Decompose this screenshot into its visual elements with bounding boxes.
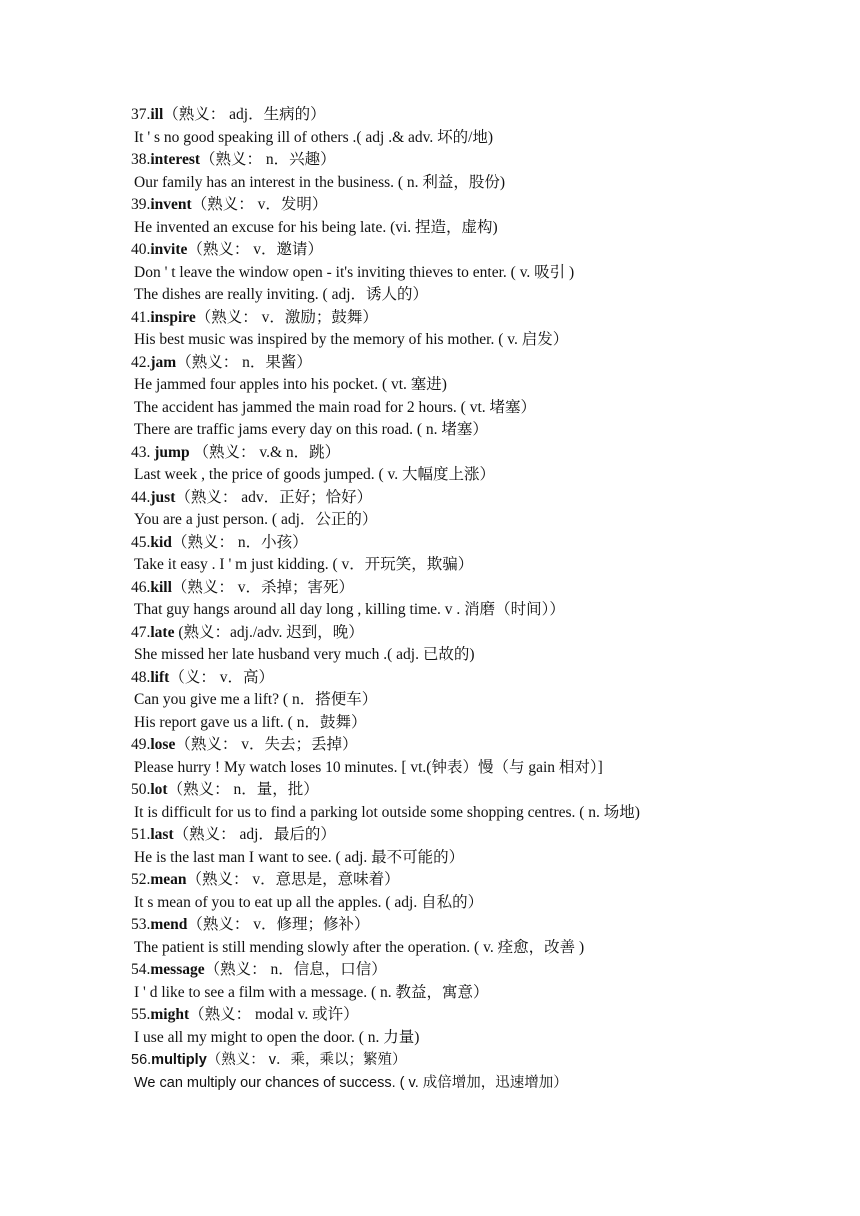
entry-word: kill [150, 578, 172, 596]
entry-heading [131, 959, 831, 982]
entry-heading [131, 914, 831, 937]
example-sentence: The dishes are really inviting. ( adj．诱人的） [134, 286, 429, 303]
entry-word: just [150, 488, 176, 506]
entry-gloss: （熟义： n．小孩） [171, 533, 308, 551]
entry-heading [131, 532, 831, 555]
example-sentence: We can multiply our chances of success. ( v. 成倍增加，迅速增加） [134, 1074, 568, 1091]
entry-word: multiply [151, 1052, 207, 1068]
example-sentence: Last week , the price of goods jumped. ( v. 大幅度上涨） [134, 466, 496, 483]
entry-number: 56. [131, 1052, 152, 1068]
entry-heading [131, 149, 831, 172]
entry-gloss: （义： v．高） [169, 668, 274, 686]
example-sentence: His report gave us a lift. ( n．鼓舞） [134, 713, 367, 731]
example-sentence: It s mean of you to eat up all the apples. ( adj. 自私的） [134, 893, 484, 911]
entry-heading [131, 577, 831, 600]
entry-word: mend [150, 916, 188, 933]
entry-gloss: (熟义：adj./adv. 迟到，晚） [174, 623, 364, 641]
entry-number: 48. [131, 668, 151, 686]
example-sentence: His best music was inspired by the memory of his mother. ( v. 启发） [134, 331, 569, 348]
entry-word: last [150, 826, 174, 843]
example-sentence: He invented an excuse for his being late. (vi. 捏造，虚构) [134, 218, 498, 236]
vocabulary-list [131, 104, 831, 1094]
example-sentence: Don ' t leave the window open - it's inviting thieves to enter. ( v. 吸引 ) [134, 263, 575, 281]
entry-heading [131, 352, 831, 375]
entry-heading [131, 307, 831, 330]
entry-gloss: （熟义： modal v. 或许） [189, 1006, 359, 1023]
entry-word: jam [150, 353, 177, 371]
entry-number: 38. [131, 151, 151, 168]
entry-heading [131, 1049, 831, 1072]
entry-number: 50. [131, 781, 151, 798]
entry-gloss: （熟义： v．邀请） [187, 241, 324, 258]
entry-heading [131, 487, 831, 510]
example-sentence: I use all my might to open the door. ( n. 力量) [134, 1028, 420, 1046]
entry-word: mean [150, 871, 187, 888]
entry-word: lift [150, 668, 170, 686]
entry-word: jump [154, 443, 190, 461]
entry-gloss: （熟义： adv．正好；恰好） [175, 488, 373, 506]
example-sentence: She missed her late husband very much .( adj. 已故的) [134, 646, 475, 663]
example-sentence: It is difficult for us to find a parking lot outside some shopping centres. ( n. 场地) [134, 803, 640, 821]
entry-word: lose [150, 736, 176, 753]
entry-word: lot [150, 781, 168, 798]
entry-heading [131, 442, 831, 465]
entry-gloss: （熟义： adj．最后的） [173, 826, 336, 843]
example-sentence: He is the last man I want to see. ( adj. 最不可能的） [134, 848, 465, 866]
example-sentence: There are traffic jams every day on this road. ( n. 堵塞） [134, 421, 488, 438]
entry-heading [131, 622, 831, 645]
entry-heading [131, 667, 831, 690]
entry-word: late [150, 623, 175, 641]
entry-gloss: （熟义： v．修理；修补） [187, 916, 370, 933]
entry-number: 53. [131, 916, 151, 933]
entry-number: 49. [131, 736, 151, 753]
example-sentence: The accident has jammed the main road for 2 hours. ( vt. 堵塞） [134, 398, 537, 416]
entry-gloss: （熟义： n．兴趣） [200, 151, 336, 168]
example-sentence: Take it easy . I ' m just kidding. ( v．开玩笑，欺骗） [134, 556, 474, 573]
entry-number: 39. [131, 196, 151, 213]
example-sentence: Please hurry ! My watch loses 10 minutes. [ vt.(钟表）慢（与 gain 相对）] [134, 758, 603, 776]
entry-word: interest [150, 151, 201, 168]
example-sentence: Can you give me a lift? ( n．搭便车） [134, 691, 378, 708]
entry-heading [131, 1004, 831, 1027]
entry-number: 40. [131, 241, 151, 258]
example-sentence: You are a just person. ( adj．公正的） [134, 511, 378, 528]
entry-number: 44. [131, 488, 151, 506]
entry-word: invite [150, 241, 188, 258]
entry-gloss: （熟义： n．信息，口信） [204, 961, 387, 978]
entry-gloss: （熟义： n．果酱） [176, 353, 312, 371]
entry-heading [131, 104, 831, 127]
entry-number: 37. [131, 106, 151, 123]
example-sentence: Our family has an interest in the business. ( n. 利益，股份) [134, 173, 506, 191]
entry-number: 55. [131, 1006, 151, 1023]
entry-number: 42. [131, 353, 151, 371]
entry-word: ill [150, 106, 164, 123]
entry-gloss: （熟义： n．量，批） [167, 781, 319, 798]
entry-heading [131, 734, 831, 757]
entry-gloss: （熟义： v.& n．跳） [189, 443, 341, 461]
example-sentence: I ' d like to see a film with a message. ( n. 教益，寓意） [134, 983, 489, 1001]
entry-word: kid [150, 533, 172, 551]
example-sentence: That guy hangs around all day long , killing time. v . 消磨（时间）） [134, 601, 565, 618]
entry-gloss: （熟义： adj．生病的） [163, 106, 326, 123]
example-sentence: He jammed four apples into his pocket. ( vt. 塞进) [134, 376, 447, 393]
entry-number: 43. [131, 443, 155, 461]
entry-heading [131, 869, 831, 892]
entry-gloss: （熟义： v．乘，乘以；繁殖） [206, 1052, 407, 1068]
example-sentence: It ' s no good speaking ill of others .( adj .& adv. 坏的/地) [134, 128, 494, 146]
entry-number: 47. [131, 623, 151, 641]
entry-gloss: （熟义： v．激励；鼓舞） [195, 308, 378, 326]
entry-heading [131, 824, 831, 847]
entry-number: 46. [131, 578, 151, 596]
entry-gloss: （熟义： v．失去；丢掉） [175, 736, 358, 753]
entry-number: 51. [131, 826, 151, 843]
entry-heading [131, 779, 831, 802]
entry-word: might [150, 1006, 190, 1023]
entry-heading [131, 194, 831, 217]
entry-heading [131, 239, 831, 262]
example-sentence: The patient is still mending slowly after the operation. ( v. 痊愈，改善 ) [134, 938, 585, 956]
entry-number: 45. [131, 533, 151, 551]
entry-number: 54. [131, 961, 151, 978]
entry-word: inspire [150, 308, 196, 326]
entry-word: message [150, 961, 205, 978]
entry-number: 41. [131, 308, 151, 326]
entry-gloss: （熟义： v．发明） [191, 196, 328, 213]
entry-gloss: （熟义： v．杀掉；害死） [171, 578, 355, 596]
entry-word: invent [150, 196, 192, 213]
entry-gloss: （熟义： v．意思是，意味着） [186, 871, 400, 888]
entry-number: 52. [131, 871, 151, 888]
